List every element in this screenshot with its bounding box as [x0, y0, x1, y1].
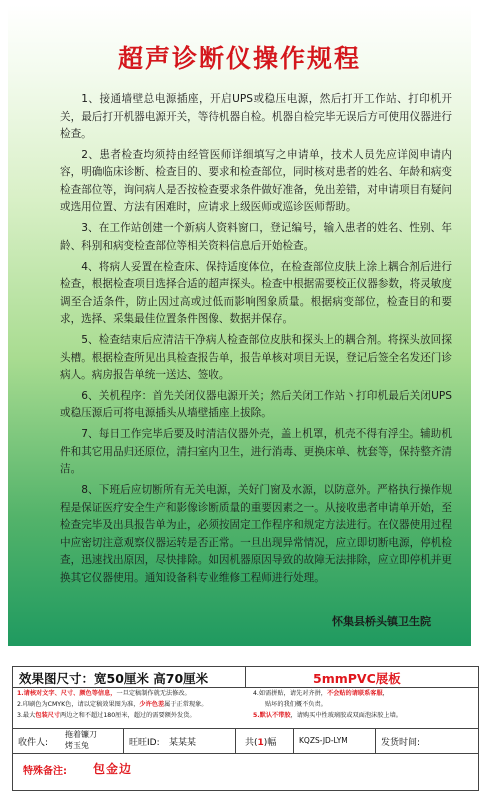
- special-note-label: 特殊备注:: [23, 766, 67, 777]
- note-4-text-a: 4.如需拼贴，请先对齐拼，: [253, 690, 327, 697]
- note-4: [253, 688, 389, 699]
- order-code: KQZS-JD-LYM: [299, 736, 348, 745]
- note-3: [17, 710, 196, 721]
- special-note-row: [13, 754, 478, 790]
- rule-paragraph-7: 7、每日工作完毕后要及时清洁仪器外壳，盖上机罩，机壳不得有浮尘。辅助机件和其它用品归还原位，清扫室内卫生，进行消毒、更换床单、枕套等，保持整齐清洁。: [60, 428, 452, 476]
- rule-paragraph-6: 6、关机程序：首先关闭仪器电源开关；然后关闭工作站丶打印机最后关闭UPS或稳压源后可将电源插头从墙壁插座上拔除。: [60, 389, 452, 420]
- note-2: [17, 699, 207, 710]
- poster-title: 超声诊断仪操作规程: [117, 44, 361, 73]
- note-2-red: 少许色差: [139, 701, 165, 708]
- recipient-label: 收件人:: [18, 738, 49, 748]
- recipient-name-2: 烤玉兔: [65, 741, 89, 750]
- note-2-text-b: 属于正常现象。: [164, 701, 208, 708]
- size-label: 效果图尺寸：宽50厘米 高70厘米: [19, 671, 209, 686]
- note-5: [253, 710, 402, 721]
- rule-paragraph-8: 8、下班后应切断所有无关电源，关好门窗及水源，以防意外。严格执行操作规程是保证医疗安全生产和影像诊断质量的重要因素之一。从接收患者申请单开始，至检查完毕及出具报告单为止，必须按固定工作程序和规定方法进行。在仪器使用过程中应密切注意观察仪器运转是否正常。一旦出现异常情况，应立即切断电源，停机检查，迅速找出原因，尽快排除。如因机器原因导致的故障无法排除，应立即停机并更换其它仪器使用。通知设备科专业维修工程师进行处理。: [60, 484, 452, 584]
- note-3-red: 包装尺寸: [35, 712, 61, 719]
- divider: [245, 667, 246, 687]
- note-1-red: 1.请核对文字、尺寸、颜色等信息，: [17, 690, 117, 697]
- poster-signature: 怀集县桥头镇卫生院: [332, 615, 431, 628]
- spec-header-row: [13, 667, 478, 688]
- spec-sheet: [12, 666, 479, 791]
- quantity-prefix: 共(: [245, 738, 258, 748]
- code-cell: [293, 729, 376, 753]
- rule-paragraph-5: 5、检查结束后应清洁干净病人检查部位皮肤和探头上的耦合剂。将探头放回探头槽。根据检查所见出具检查报告单，报告单核对项目无误，登记后签全名发还门诊病人。病房报告单统一送达、签收。: [60, 334, 452, 382]
- ship-time-label: 发货时间:: [381, 738, 421, 748]
- recipient-cell: [13, 729, 124, 753]
- note-3-text-b: 两边之和不超过180厘米，超过的需要额外发货。: [60, 712, 196, 719]
- ship-time-cell: [375, 729, 477, 753]
- rule-paragraph-4: 4、将病人妥置在检查床、保持适度体位，在检查部位皮肤上涂上耦合剂后进行检查，根据检查项目选择合适的超声探头。检查中根据需要校正仪器参数，将灵敏度调至合适条件，防止因过高或过低而影响图象质量。根据病变部位，检查目的和要求，选择、采集最佳位置条件图像、数据并保存。: [60, 260, 452, 326]
- rule-paragraph-1: 1、接通墙壁总电源插座，开启UPS或稳压电源，然后打开工作站、打印机开关，最后打开机器电源开关，等待机器自检。机器自检完毕无误后方可使用仪器进行检查。: [60, 93, 452, 140]
- quantity-suffix: )幅: [263, 738, 277, 748]
- wangwang-label: 旺旺ID:: [129, 738, 160, 748]
- recipient-name-1: 拖着镰刀: [65, 730, 97, 739]
- note-3-text-a: 3.最大: [17, 712, 36, 719]
- order-info-row: [13, 729, 478, 754]
- note-1: [17, 688, 191, 699]
- wangwang-cell: [123, 729, 236, 753]
- rule-paragraph-3: 3、在工作站创建一个新病人资料窗口，登记编号，输入患者的姓名、性别、年龄、科别和病变检查部位等相关资料信息后开始检查。: [60, 222, 452, 252]
- note-4-cont: 贴坏的我们概不负责。: [265, 701, 327, 708]
- poster-board: [8, 5, 471, 646]
- spec-notes: [13, 688, 478, 729]
- note-5-red: 5.默认不带胶: [253, 712, 291, 719]
- rule-paragraph-2: 2、患者检查均须持由经管医师详细填写之申请单，技术人员先应详阅申请内容，明确临床诊断、检查目的、要求和检查部位，同时核对患者的姓名、年龄和病变检查部位等，询问病人是否按检查要求条件做好准备，免出差错，对申请项目有疑问或选用位置、方法有困难时，应请求上级医师或巡诊医师帮助。: [60, 148, 452, 214]
- note-4-red: 不会贴的请联系客服: [326, 690, 383, 697]
- note-2-text-a: 2.印刷色为CMYK色，请以定稿效果图为准，: [17, 701, 140, 708]
- quantity: [245, 735, 276, 748]
- quantity-number: 1: [257, 738, 264, 748]
- material-label: 5mmPVC展板: [313, 671, 401, 686]
- note-1-text: 一旦定稿制作就无法修改。: [116, 690, 191, 697]
- note-5-text: ，请购买中性玻璃胶或双面泡沫胶上墙。: [290, 712, 402, 719]
- special-note-value: 包金边: [93, 762, 133, 776]
- poster-body: [60, 91, 452, 591]
- note-4-text-b: ，: [382, 690, 389, 697]
- quantity-cell: [235, 729, 294, 753]
- wangwang-value: 某某某: [169, 738, 197, 748]
